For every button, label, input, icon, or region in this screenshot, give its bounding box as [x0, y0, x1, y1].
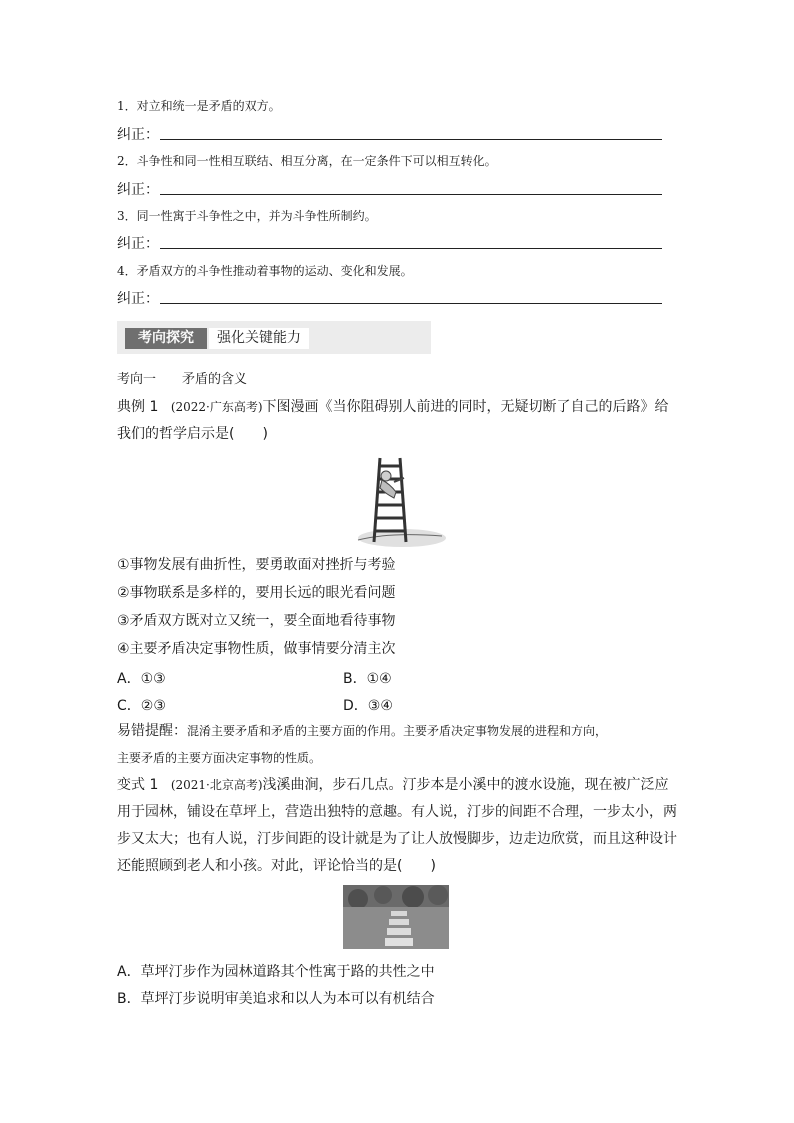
- variant-text-1: 浅溪曲涧，步石几点。汀步本是小溪中的渡水设施，现在被广泛应: [262, 777, 669, 793]
- cartoon-ladder-image: [350, 452, 446, 548]
- example-1-line-2: 我们的哲学启示是( ): [117, 426, 268, 442]
- statement-4: ④主要矛盾决定事物性质，做事情要分清主次: [117, 641, 396, 657]
- correction-item-2: 2．斗争性和同一性相互联结、相互分离，在一定条件下可以相互转化。: [117, 154, 497, 168]
- example-source: (2022·广东高考): [170, 400, 263, 414]
- variant-1-line-2: 用于园林，铺设在草坪上，营造出独特的意趣。有人说，汀步的间距不合理，一步太小，两: [117, 804, 677, 820]
- statement-2: ②事物联系是多样的，要用长远的眼光看问题: [117, 585, 396, 601]
- correction-label-3: 纠正：: [117, 236, 159, 252]
- banner-subtitle: 强化关键能力: [209, 328, 309, 349]
- option-a[interactable]: A．①③: [117, 671, 166, 687]
- variant-option-b[interactable]: B．草坪汀步说明审美追求和以人为本可以有机结合: [117, 991, 435, 1007]
- answer-line-1[interactable]: [160, 139, 662, 140]
- variant-1-line-1: [117, 776, 669, 794]
- example-1-line-1: [117, 398, 669, 416]
- correction-label-4: 纠正：: [117, 291, 159, 307]
- correction-label-1: 纠正：: [117, 127, 159, 143]
- answer-line-2[interactable]: [160, 194, 662, 195]
- example-text-1: 下图漫画《当你阻碍别人前进的同时，无疑切断了自己的后路》给: [262, 399, 669, 415]
- tip-label: 易错提醒：: [117, 723, 187, 739]
- correction-item-1: 1．对立和统一是矛盾的双方。: [117, 99, 281, 113]
- correction-item-3: 3．同一性寓于斗争性之中，并为斗争性所制约。: [117, 209, 377, 223]
- banner-title: 考向探究: [125, 328, 207, 349]
- correction-item-4: 4．矛盾双方的斗争性推动着事物的运动、变化和发展。: [117, 264, 413, 278]
- option-d[interactable]: D．③④: [343, 698, 393, 714]
- option-c[interactable]: C．②③: [117, 698, 166, 714]
- answer-line-3[interactable]: [160, 248, 662, 249]
- variant-1-line-4: 还能照顾到老人和小孩。对此，评论恰当的是( ): [117, 858, 436, 874]
- tip-line-2: 主要矛盾的主要方面决定事物的性质。: [117, 751, 322, 765]
- tip-text-1: 混淆主要矛盾和矛盾的主要方面的作用。主要矛盾决定事物发展的进程和方向，: [187, 724, 608, 738]
- option-b[interactable]: B．①④: [343, 671, 392, 687]
- statement-1: ①事物发展有曲折性，要勇敢面对挫折与考验: [117, 557, 396, 573]
- variant-1-line-3: 步又太大；也有人说，汀步间距的设计就是为了让人放慢脚步，边走边欣赏，而且这种设计: [117, 831, 677, 847]
- variant-label: 变式 1: [117, 777, 159, 793]
- correction-label-2: 纠正：: [117, 182, 159, 198]
- answer-line-4[interactable]: [160, 303, 662, 304]
- garden-stepping-stones-photo: [343, 885, 449, 949]
- example-label: 典例 1: [117, 399, 159, 415]
- statement-3: ③矛盾双方既对立又统一，要全面地看待事物: [117, 613, 396, 629]
- tip-line-1: [117, 722, 607, 741]
- section-title: 考向一 矛盾的含义: [117, 372, 248, 387]
- variant-source: (2021·北京高考): [170, 778, 263, 792]
- variant-option-a[interactable]: A．草坪汀步作为园林道路其个性寓于路的共性之中: [117, 964, 435, 980]
